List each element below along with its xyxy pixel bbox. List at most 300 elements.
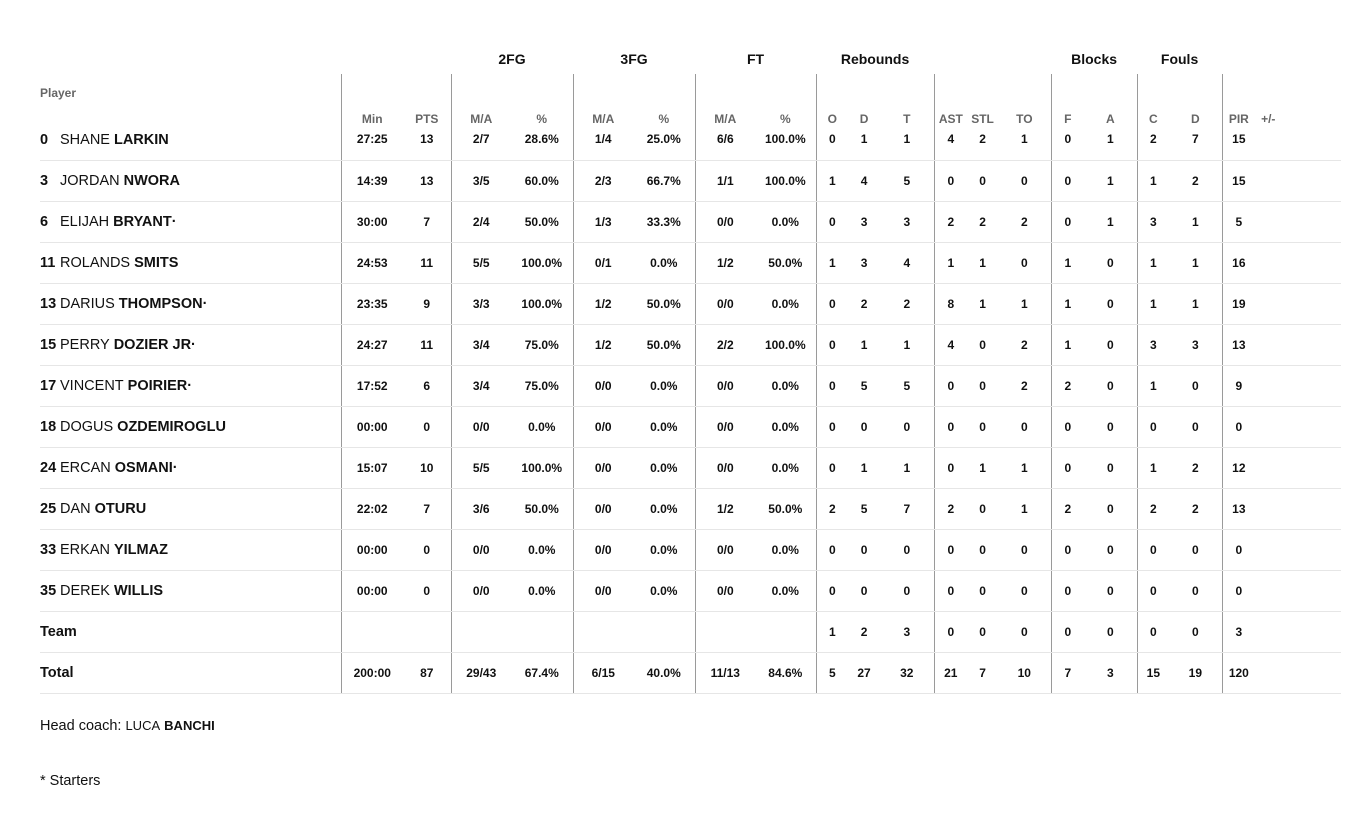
- stat-foul-c: 2: [1137, 130, 1169, 161]
- player-last-name: DOZIER JR·: [113, 337, 196, 353]
- group-fouls: Fouls: [1160, 51, 1199, 67]
- col-ft-pct: %: [779, 112, 791, 126]
- group-blocks: Blocks: [1071, 51, 1118, 67]
- box-score-body: [40, 130, 1341, 694]
- col-reb-d: D: [859, 112, 869, 126]
- player-cell: [40, 612, 341, 653]
- player-cell: [40, 161, 341, 202]
- player-last-name: BRYANT·: [113, 214, 177, 230]
- stat-3fg-ma: 6/15: [573, 653, 633, 694]
- stat-ast: 21: [934, 653, 967, 694]
- player-cell: [40, 202, 341, 243]
- stat-reb-o: 1: [816, 243, 848, 284]
- col-foul-d: D: [1190, 112, 1200, 126]
- stat-foul-d: 0: [1169, 571, 1222, 612]
- stat-ft-pct: 0.0%: [755, 530, 816, 571]
- stat-reb-d: 27: [848, 653, 880, 694]
- player-number: 18: [40, 419, 57, 435]
- player-row: [40, 161, 1341, 202]
- stat-plus-minus: [1255, 366, 1341, 407]
- player-last-name: NWORA: [123, 173, 181, 189]
- stat-2fg-pct: 0.0%: [511, 407, 573, 448]
- stat-blk-f: 7: [1051, 653, 1084, 694]
- stat-min: 24:53: [341, 243, 403, 284]
- stat-stl: 0: [967, 571, 998, 612]
- stat-reb-d: 4: [848, 161, 880, 202]
- stat-foul-c: 1: [1137, 366, 1169, 407]
- stat-reb-d: 3: [848, 243, 880, 284]
- stat-3fg-ma: 0/0: [573, 571, 633, 612]
- stat-plus-minus: [1255, 284, 1341, 325]
- stat-3fg-ma: 0/0: [573, 407, 633, 448]
- stat-reb-o: 1: [816, 612, 848, 653]
- player-row: [40, 571, 1341, 612]
- stat-to: 0: [998, 407, 1051, 448]
- stat-3fg-pct: 0.0%: [633, 489, 695, 530]
- stat-pir: 13: [1222, 489, 1255, 530]
- stat-reb-d: 3: [848, 202, 880, 243]
- stat-3fg-pct: 25.0%: [633, 130, 695, 161]
- stat-stl: 0: [967, 489, 998, 530]
- stat-2fg-pct: 50.0%: [511, 489, 573, 530]
- stat-ft-pct: 84.6%: [755, 653, 816, 694]
- player-row: [40, 489, 1341, 530]
- stat-stl: 0: [967, 366, 998, 407]
- stat-reb-o: 0: [816, 130, 848, 161]
- stat-foul-d: 3: [1169, 325, 1222, 366]
- stat-blk-a: 0: [1084, 612, 1137, 653]
- stat-pts: 0: [403, 571, 451, 612]
- stat-plus-minus: [1255, 130, 1341, 161]
- stat-reb-o: 0: [816, 325, 848, 366]
- stat-reb-t: 2: [880, 284, 934, 325]
- stat-2fg-ma: 3/6: [451, 489, 511, 530]
- stat-ft-pct: 100.0%: [755, 325, 816, 366]
- stat-pir: 3: [1222, 612, 1255, 653]
- stat-pts: 0: [403, 530, 451, 571]
- stat-reb-o: 0: [816, 407, 848, 448]
- stat-to: 2: [998, 325, 1051, 366]
- stat-foul-d: 2: [1169, 448, 1222, 489]
- stat-plus-minus: [1255, 161, 1341, 202]
- group-ft: FT: [746, 51, 765, 67]
- stat-ft-pct: 0.0%: [755, 571, 816, 612]
- group-3fg: 3FG: [620, 51, 648, 67]
- stat-blk-a: 0: [1084, 284, 1137, 325]
- stat-reb-o: 1: [816, 161, 848, 202]
- player-number: 11: [40, 255, 56, 271]
- total-row: [40, 653, 1341, 694]
- player-first-name: ERKAN: [60, 542, 110, 558]
- stat-reb-d: 5: [848, 489, 880, 530]
- stat-ft-ma: 0/0: [695, 284, 755, 325]
- stat-pts: 6: [403, 366, 451, 407]
- stat-reb-t: 32: [880, 653, 934, 694]
- player-first-name: ROLANDS: [60, 255, 131, 271]
- stat-3fg-ma: 0/0: [573, 366, 633, 407]
- stat-ft-pct: 0.0%: [755, 366, 816, 407]
- col-reb-t: T: [903, 112, 911, 126]
- stat-reb-t: 3: [880, 612, 934, 653]
- stat-3fg-ma: 0/1: [573, 243, 633, 284]
- stat-2fg-ma: 3/3: [451, 284, 511, 325]
- stat-stl: 7: [967, 653, 998, 694]
- stat-reb-o: 0: [816, 366, 848, 407]
- player-cell: [40, 366, 341, 407]
- stat-3fg-ma: 1/2: [573, 325, 633, 366]
- stat-3fg-ma: 0/0: [573, 530, 633, 571]
- stat-blk-a: 0: [1084, 489, 1137, 530]
- stat-3fg-ma: [573, 612, 633, 653]
- stat-reb-o: 0: [816, 202, 848, 243]
- stat-blk-a: 1: [1084, 130, 1137, 161]
- stat-ft-pct: 0.0%: [755, 284, 816, 325]
- player-row: [40, 407, 1341, 448]
- stat-reb-d: 1: [848, 325, 880, 366]
- stat-to: 2: [998, 366, 1051, 407]
- col-player: Player: [40, 86, 77, 100]
- stat-3fg-ma: 1/4: [573, 130, 633, 161]
- stat-2fg-ma: 5/5: [451, 448, 511, 489]
- stat-ft-pct: 50.0%: [755, 489, 816, 530]
- stat-reb-t: 1: [880, 325, 934, 366]
- team-row: [40, 612, 1341, 653]
- stat-blk-a: 0: [1084, 571, 1137, 612]
- stat-blk-f: 2: [1051, 366, 1084, 407]
- stat-pir: 0: [1222, 407, 1255, 448]
- stat-to: 10: [998, 653, 1051, 694]
- player-cell: [40, 284, 341, 325]
- player-first-name: DEREK: [60, 583, 110, 599]
- stat-pir: 120: [1222, 653, 1255, 694]
- stat-reb-d: 1: [848, 448, 880, 489]
- col-blk-f: F: [1051, 74, 1084, 130]
- stat-3fg-ma: 0/0: [573, 489, 633, 530]
- stat-foul-c: 1: [1137, 448, 1169, 489]
- stat-foul-d: 0: [1169, 530, 1222, 571]
- col-pts: PTS: [415, 112, 439, 126]
- stat-reb-d: 2: [848, 612, 880, 653]
- stat-blk-f: 0: [1051, 530, 1084, 571]
- stat-ft-pct: 0.0%: [755, 448, 816, 489]
- stat-reb-o: 0: [816, 571, 848, 612]
- stat-pts: 7: [403, 489, 451, 530]
- stat-reb-o: 0: [816, 448, 848, 489]
- stat-ft-pct: 100.0%: [755, 161, 816, 202]
- stat-to: 0: [998, 161, 1051, 202]
- stat-ast: 0: [934, 366, 967, 407]
- player-first-name: ELIJAH: [60, 214, 110, 230]
- stat-foul-c: 2: [1137, 489, 1169, 530]
- stat-ft-ma: 0/0: [695, 366, 755, 407]
- stat-stl: 2: [967, 130, 998, 161]
- stat-reb-t: 0: [880, 571, 934, 612]
- stat-pir: 0: [1222, 571, 1255, 612]
- player-last-name: WILLIS: [113, 583, 164, 599]
- stat-foul-c: 0: [1137, 407, 1169, 448]
- stat-foul-c: 0: [1137, 612, 1169, 653]
- stat-pts: 87: [403, 653, 451, 694]
- player-number: 17: [40, 378, 57, 394]
- stat-2fg-pct: 100.0%: [511, 448, 573, 489]
- player-last-name: OZDEMIROGLU: [117, 419, 226, 435]
- stat-blk-a: 1: [1084, 202, 1137, 243]
- stat-blk-f: 0: [1051, 161, 1084, 202]
- stat-2fg-ma: [451, 612, 511, 653]
- stat-plus-minus: [1255, 571, 1341, 612]
- stat-blk-f: 0: [1051, 202, 1084, 243]
- stat-to: 0: [998, 530, 1051, 571]
- coach-last-name: BANCHI: [164, 718, 215, 733]
- col-blk-a: A: [1105, 112, 1115, 126]
- stat-plus-minus: [1255, 325, 1341, 366]
- stat-blk-f: 0: [1051, 407, 1084, 448]
- stat-to: 0: [998, 612, 1051, 653]
- stat-2fg-ma: 29/43: [451, 653, 511, 694]
- player-last-name: YILMAZ: [113, 542, 168, 558]
- stat-3fg-pct: 0.0%: [633, 366, 695, 407]
- stat-reb-d: 0: [848, 407, 880, 448]
- stat-ft-pct: [755, 612, 816, 653]
- stat-ft-ma: 0/0: [695, 202, 755, 243]
- stat-pir: 0: [1222, 530, 1255, 571]
- stat-ft-ma: 1/1: [695, 161, 755, 202]
- stat-2fg-ma: 3/4: [451, 366, 511, 407]
- stat-3fg-pct: 33.3%: [633, 202, 695, 243]
- stat-ast: 0: [934, 161, 967, 202]
- player-last-name: OSMANI·: [114, 460, 178, 476]
- stat-foul-c: 1: [1137, 284, 1169, 325]
- col-pir: PIR: [1222, 74, 1255, 130]
- stat-3fg-ma: 2/3: [573, 161, 633, 202]
- stat-3fg-pct: 40.0%: [633, 653, 695, 694]
- stat-reb-t: 1: [880, 130, 934, 161]
- stat-blk-f: 0: [1051, 571, 1084, 612]
- stat-foul-d: 2: [1169, 489, 1222, 530]
- player-first-name: JORDAN: [60, 173, 120, 189]
- col-3fg-pct: %: [658, 112, 670, 126]
- stat-2fg-ma: 3/5: [451, 161, 511, 202]
- stat-reb-o: 0: [816, 530, 848, 571]
- col-ast: AST: [934, 74, 967, 130]
- stat-ast: 0: [934, 612, 967, 653]
- stat-to: 1: [998, 448, 1051, 489]
- stat-foul-d: 7: [1169, 130, 1222, 161]
- stat-min: 14:39: [341, 161, 403, 202]
- stat-2fg-pct: 50.0%: [511, 202, 573, 243]
- player-row: [40, 325, 1341, 366]
- stat-reb-d: 0: [848, 571, 880, 612]
- player-row: [40, 530, 1341, 571]
- stat-stl: 0: [967, 407, 998, 448]
- stat-plus-minus: [1255, 448, 1341, 489]
- player-cell: [40, 530, 341, 571]
- stat-pir: 19: [1222, 284, 1255, 325]
- stat-2fg-pct: 67.4%: [511, 653, 573, 694]
- stat-blk-f: 2: [1051, 489, 1084, 530]
- stat-reb-t: 7: [880, 489, 934, 530]
- box-score-table: [40, 44, 1341, 694]
- stat-pts: 11: [403, 243, 451, 284]
- stat-foul-c: 1: [1137, 161, 1169, 202]
- stat-plus-minus: [1255, 243, 1341, 284]
- player-number: 13: [40, 296, 57, 312]
- stat-2fg-pct: 28.6%: [511, 130, 573, 161]
- stat-min: 200:00: [341, 653, 403, 694]
- stat-2fg-pct: [511, 612, 573, 653]
- stat-ft-pct: 0.0%: [755, 407, 816, 448]
- stat-blk-a: 0: [1084, 243, 1137, 284]
- stat-3fg-pct: 0.0%: [633, 407, 695, 448]
- stat-3fg-pct: [633, 612, 695, 653]
- stat-foul-d: 1: [1169, 284, 1222, 325]
- stat-2fg-ma: 5/5: [451, 243, 511, 284]
- player-last-name: POIRIER·: [127, 378, 193, 394]
- group-header-row: [40, 44, 1341, 74]
- player-number: 15: [40, 337, 57, 353]
- player-row: [40, 448, 1341, 489]
- column-header-row: [40, 74, 1341, 130]
- stat-ast: 4: [934, 325, 967, 366]
- player-first-name: DAN: [60, 501, 91, 517]
- stat-2fg-ma: 3/4: [451, 325, 511, 366]
- stat-blk-a: 0: [1084, 366, 1137, 407]
- col-2fg-ma: M/A: [451, 74, 511, 130]
- stat-min: 00:00: [341, 530, 403, 571]
- stat-reb-d: 5: [848, 366, 880, 407]
- stat-pts: 10: [403, 448, 451, 489]
- stat-foul-d: 0: [1169, 366, 1222, 407]
- stat-2fg-pct: 0.0%: [511, 571, 573, 612]
- stat-reb-t: 0: [880, 530, 934, 571]
- total-label: Total: [40, 665, 74, 681]
- stat-reb-o: 5: [816, 653, 848, 694]
- stat-foul-d: 1: [1169, 202, 1222, 243]
- stat-blk-f: 1: [1051, 243, 1084, 284]
- stat-2fg-ma: 0/0: [451, 571, 511, 612]
- stat-to: 1: [998, 489, 1051, 530]
- head-coach-line: [40, 718, 215, 734]
- stat-ft-ma: 2/2: [695, 325, 755, 366]
- stat-ast: 0: [934, 530, 967, 571]
- stat-pir: 12: [1222, 448, 1255, 489]
- stat-2fg-pct: 100.0%: [511, 284, 573, 325]
- stat-plus-minus: [1255, 653, 1341, 694]
- stat-plus-minus: [1255, 612, 1341, 653]
- player-cell: [40, 325, 341, 366]
- stat-3fg-pct: 66.7%: [633, 161, 695, 202]
- stat-2fg-pct: 100.0%: [511, 243, 573, 284]
- player-cell: [40, 130, 341, 161]
- stat-ft-ma: 1/2: [695, 489, 755, 530]
- stat-ast: 0: [934, 571, 967, 612]
- player-last-name: SMITS: [134, 255, 179, 271]
- stat-reb-t: 0: [880, 407, 934, 448]
- stat-ast: 4: [934, 130, 967, 161]
- player-number: 25: [40, 501, 57, 517]
- player-cell: [40, 571, 341, 612]
- stat-ast: 0: [934, 407, 967, 448]
- stat-2fg-pct: 75.0%: [511, 366, 573, 407]
- stat-2fg-pct: 60.0%: [511, 161, 573, 202]
- coach-label: Head coach:: [40, 718, 122, 734]
- stat-blk-f: 0: [1051, 130, 1084, 161]
- stat-to: 2: [998, 202, 1051, 243]
- stat-pir: 5: [1222, 202, 1255, 243]
- stat-ast: 2: [934, 202, 967, 243]
- group-rebounds: Rebounds: [840, 51, 910, 67]
- player-row: [40, 243, 1341, 284]
- stat-foul-d: 0: [1169, 407, 1222, 448]
- stat-min: 00:00: [341, 571, 403, 612]
- col-to: TO: [1016, 112, 1033, 126]
- stat-ast: 1: [934, 243, 967, 284]
- stat-min: 22:02: [341, 489, 403, 530]
- stat-ft-ma: 0/0: [695, 448, 755, 489]
- player-last-name: THOMPSON·: [118, 296, 208, 312]
- player-cell: [40, 243, 341, 284]
- stat-min: 17:52: [341, 366, 403, 407]
- player-row: [40, 366, 1341, 407]
- stat-min: 23:35: [341, 284, 403, 325]
- stat-ft-ma: 0/0: [695, 407, 755, 448]
- stat-to: 1: [998, 284, 1051, 325]
- stat-ft-pct: 0.0%: [755, 202, 816, 243]
- stat-plus-minus: [1255, 407, 1341, 448]
- stat-blk-a: 0: [1084, 325, 1137, 366]
- col-reb-o: O: [816, 74, 848, 130]
- stat-pir: 15: [1222, 161, 1255, 202]
- stat-3fg-pct: 0.0%: [633, 243, 695, 284]
- stat-2fg-pct: 0.0%: [511, 530, 573, 571]
- stat-ft-ma: 0/0: [695, 571, 755, 612]
- stat-2fg-ma: 2/7: [451, 130, 511, 161]
- stat-pts: 9: [403, 284, 451, 325]
- stat-ft-ma: 1/2: [695, 243, 755, 284]
- stat-plus-minus: [1255, 489, 1341, 530]
- stat-3fg-pct: 0.0%: [633, 448, 695, 489]
- player-first-name: SHANE: [60, 132, 110, 148]
- coach-first-name: LUCA: [125, 718, 161, 733]
- player-cell: [40, 407, 341, 448]
- stat-ft-ma: [695, 612, 755, 653]
- stat-ft-ma: 6/6: [695, 130, 755, 161]
- stat-reb-t: 5: [880, 161, 934, 202]
- stat-reb-t: 5: [880, 366, 934, 407]
- stat-3fg-ma: 1/2: [573, 284, 633, 325]
- player-first-name: PERRY: [60, 337, 110, 353]
- stat-2fg-ma: 0/0: [451, 407, 511, 448]
- stat-stl: 1: [967, 448, 998, 489]
- col-min: Min: [341, 74, 403, 130]
- stat-pts: 11: [403, 325, 451, 366]
- player-last-name: LARKIN: [113, 132, 169, 148]
- stat-blk-f: 0: [1051, 612, 1084, 653]
- player-number: 24: [40, 460, 57, 476]
- stat-ft-ma: 0/0: [695, 530, 755, 571]
- stat-3fg-pct: 50.0%: [633, 284, 695, 325]
- stat-stl: 1: [967, 243, 998, 284]
- stat-foul-c: 3: [1137, 325, 1169, 366]
- stat-3fg-pct: 0.0%: [633, 530, 695, 571]
- stat-to: 1: [998, 130, 1051, 161]
- team-label: Team: [40, 624, 77, 640]
- stat-blk-a: 1: [1084, 161, 1137, 202]
- stat-reb-t: 3: [880, 202, 934, 243]
- player-cell: [40, 448, 341, 489]
- stat-reb-d: 0: [848, 530, 880, 571]
- stat-stl: 0: [967, 530, 998, 571]
